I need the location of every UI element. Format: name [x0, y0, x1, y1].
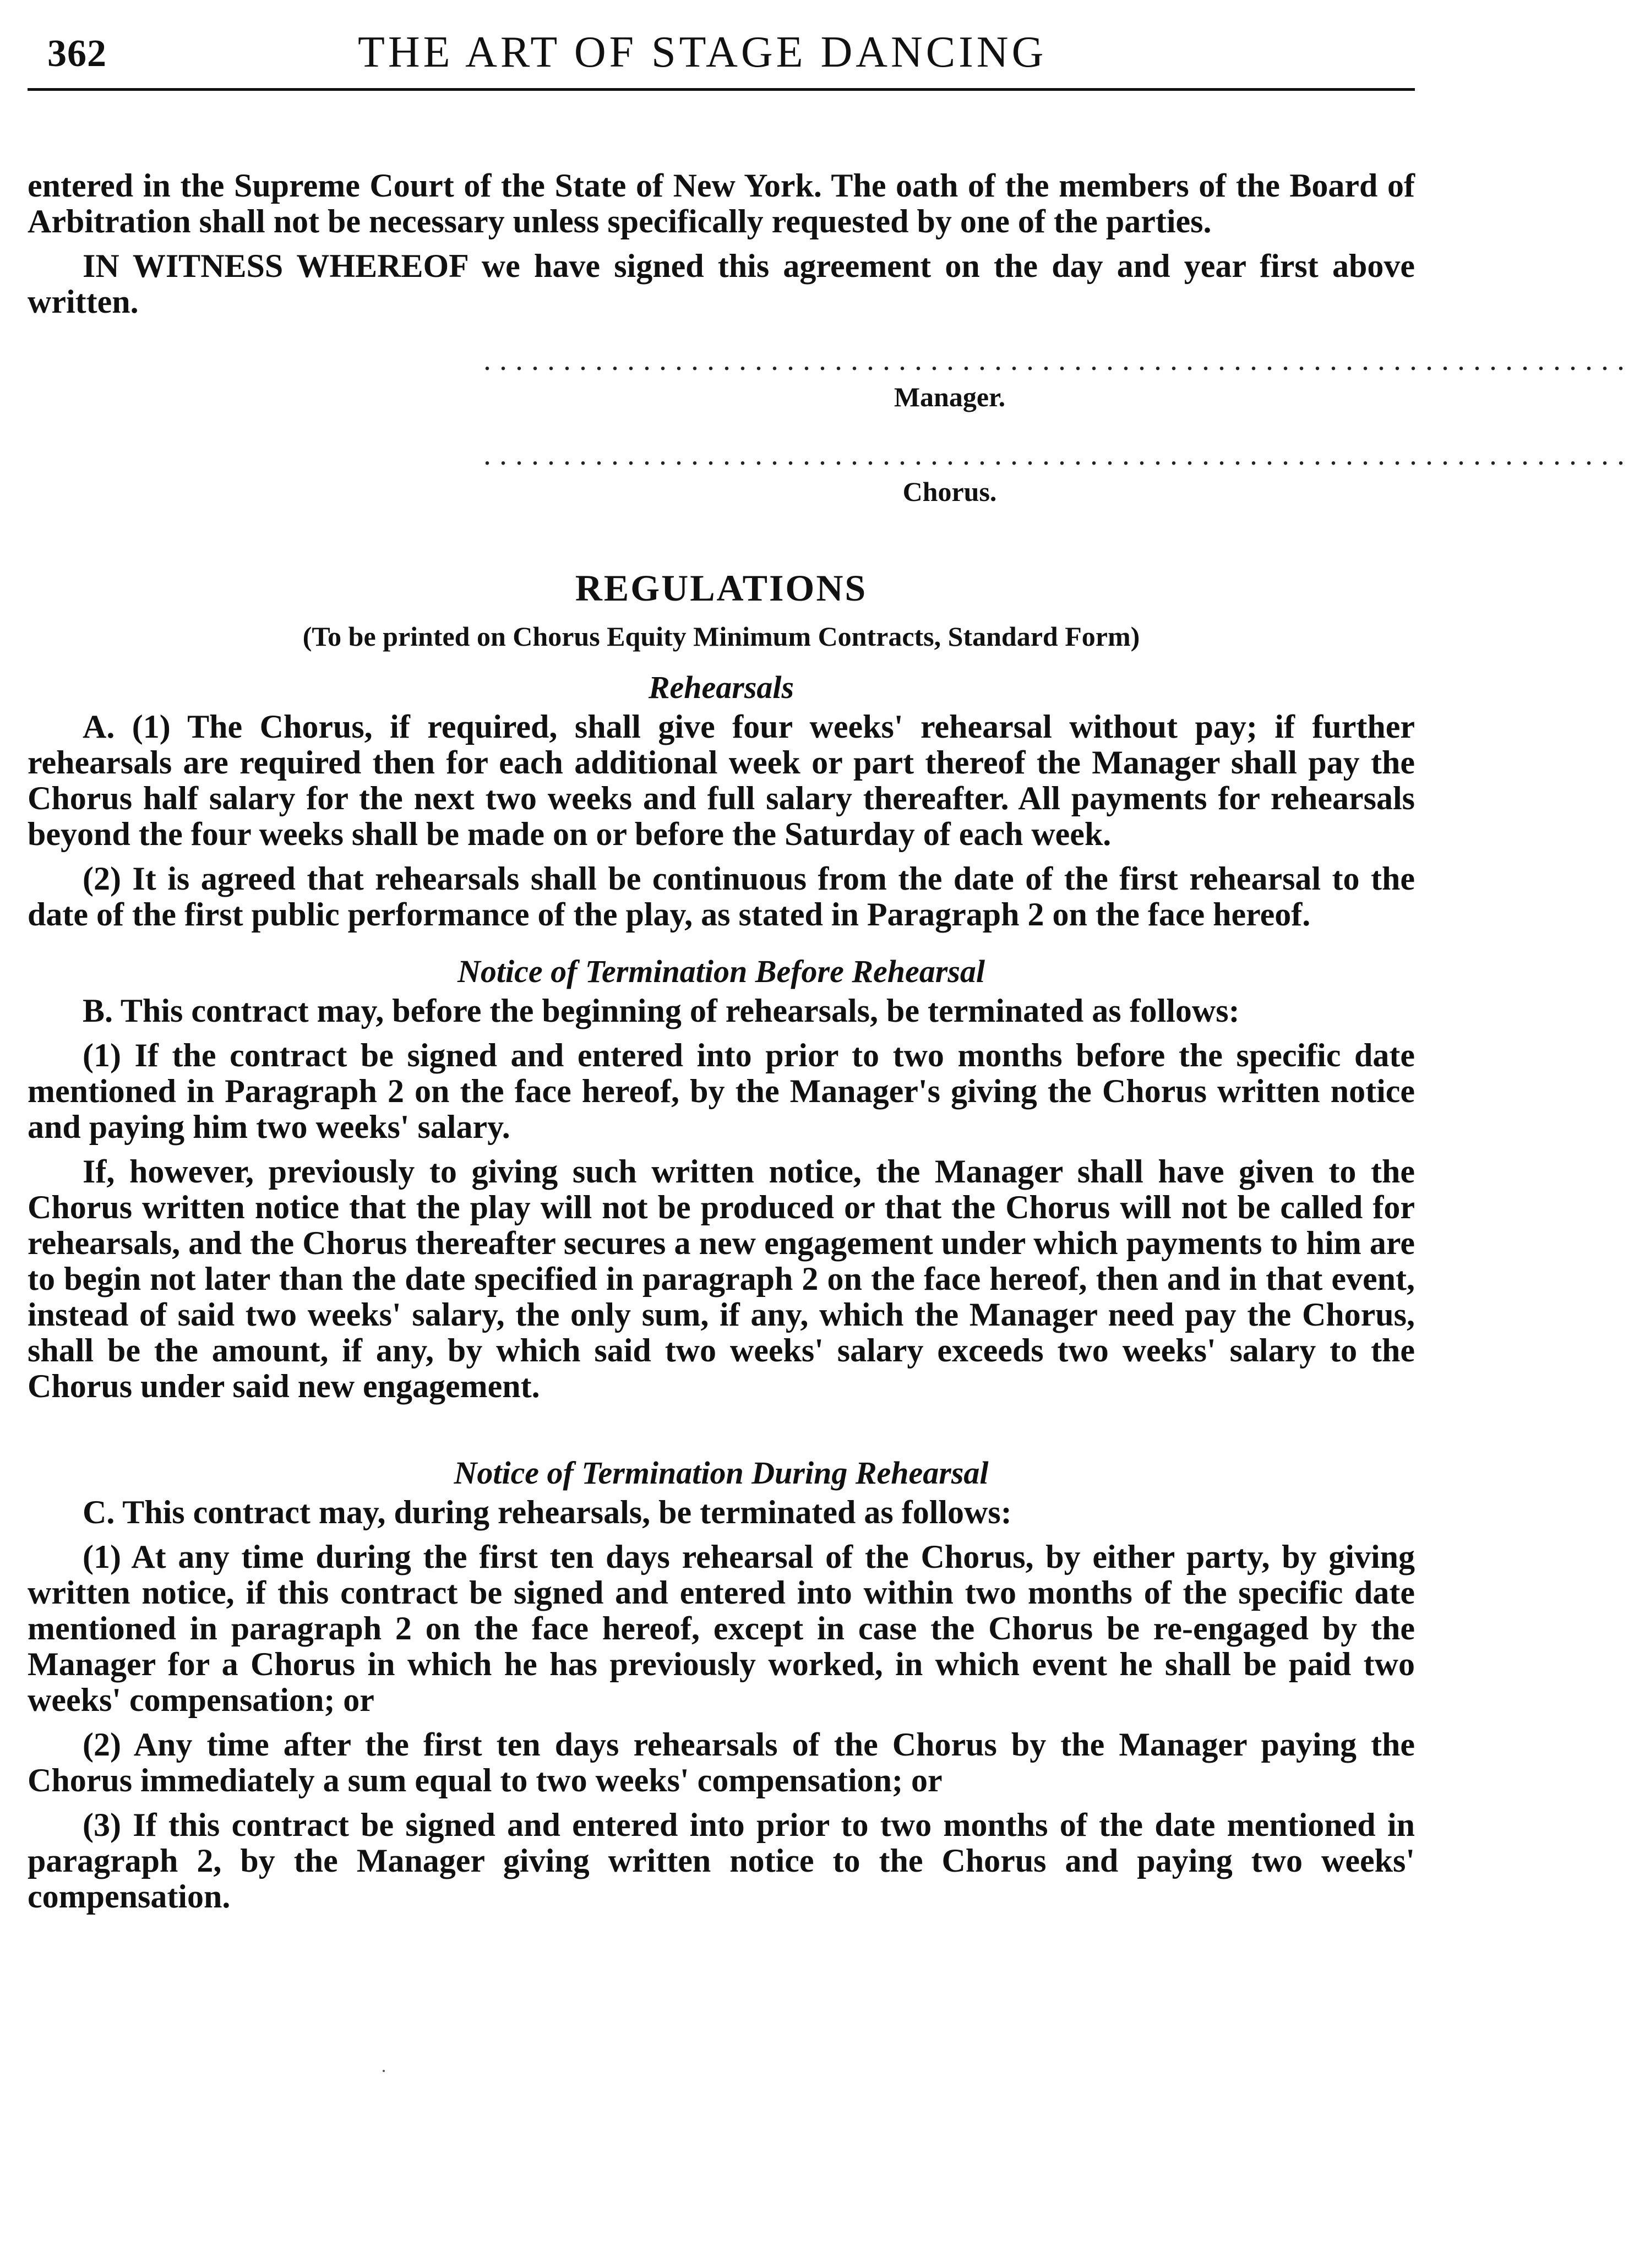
paragraph-a1: A. (1) The Chorus, if required, shall give four weeks' rehearsal without pay; if further rehearsals are required then for each additional week or part thereof the Manager shall pay the Chorus half salary for the next two weeks and full salary thereafter. All payments for rehearsals beyond the four weeks shall be made on or before the Saturday of each week. — [28, 708, 1415, 852]
chorus-signature-line: ........................................................................ — [484, 445, 1634, 470]
paragraph-c3: (3) If this contract be signed and entered into prior to two months of the date mentioned in paragraph 2, by the Manager giving written notice to the Chorus and paying two weeks' compensation. — [28, 1807, 1415, 1915]
chorus-signature-block — [484, 445, 1634, 508]
page-body — [28, 167, 1634, 1915]
section-title-termination-before-rehearsal: Notice of Termination Before Rehearsal — [457, 953, 985, 989]
chorus-signature-label: Chorus. — [902, 476, 997, 507]
witness-paragraph: IN WITNESS WHEREOF we have signed this agreement on the day and year first above written. — [28, 248, 1415, 320]
book-page — [28, 22, 1634, 1923]
paragraph-c1: (1) At any time during the first ten days rehearsal of the Chorus, by either party, by giving written notice, if this contract be signed and entered into within two months of the specific date mentioned in paragraph 2 on the face hereof, except in case the Chorus be re-engaged by the Manager for a Chorus in which he has previously worked, in which event he shall be paid two weeks' compensation; or — [28, 1539, 1415, 1718]
paragraph-c2: (2) Any time after the first ten days rehearsals of the Chorus by the Manager paying the Chorus immediately a sum equal to two weeks' compensation; or — [28, 1726, 1415, 1798]
ink-speck — [383, 2070, 385, 2072]
paragraph-b: B. This contract may, before the beginning of rehearsals, be terminated as follows: — [83, 993, 1240, 1029]
running-title: THE ART OF STAGE DANCING — [358, 28, 1047, 77]
paragraph-b1-continued: If, however, previously to giving such written notice, the Manager shall have given to the Chorus written notice that the play will not be produced or that the Chorus will not be called for rehearsals, and the Chorus thereafter secures a new engagement under which payments to him are to begin not later than the date specified in paragraph 2 on the face hereof, then and in that event, instead of said two weeks' salary, the only sum, if any, which the Manager need pay the Chorus, shall be the amount, if any, by which said two weeks' salary exceeds two weeks' salary to the Chorus under said new engagement. — [28, 1153, 1415, 1404]
page-number: 362 — [47, 32, 107, 75]
paragraph-c: C. This contract may, during rehearsals, be terminated as follows: — [83, 1494, 1012, 1530]
regulations-heading: REGULATIONS — [575, 567, 868, 609]
paragraph-a2: (2) It is agreed that rehearsals shall be continuous from the date of the first rehearsal to the date of the first public performance of the play, as stated in Paragraph 2 on the face hereof. — [28, 860, 1415, 933]
manager-signature-label: Manager. — [894, 381, 1006, 412]
section-title-termination-during-rehearsal: Notice of Termination During Rehearsal — [454, 1455, 989, 1491]
intro-paragraph-continuation: entered in the Supreme Court of the State of New York. The oath of the members of the Board of Arbitration shall not be necessary unless specifically requested by one of the parties. — [28, 167, 1415, 239]
manager-signature-block — [484, 350, 1634, 413]
regulations-subheading: (To be printed on Chorus Equity Minimum Contracts, Standard Form) — [302, 621, 1140, 652]
section-title-rehearsals: Rehearsals — [648, 669, 794, 705]
page-header — [28, 22, 1415, 91]
manager-signature-line: ........................................................................ — [484, 350, 1634, 375]
paragraph-b1: (1) If the contract be signed and entered into prior to two months before the specific date mentioned in Paragraph 2 on the face hereof, by the Manager's giving the Chorus written notice and paying him two weeks' salary. — [28, 1037, 1415, 1145]
